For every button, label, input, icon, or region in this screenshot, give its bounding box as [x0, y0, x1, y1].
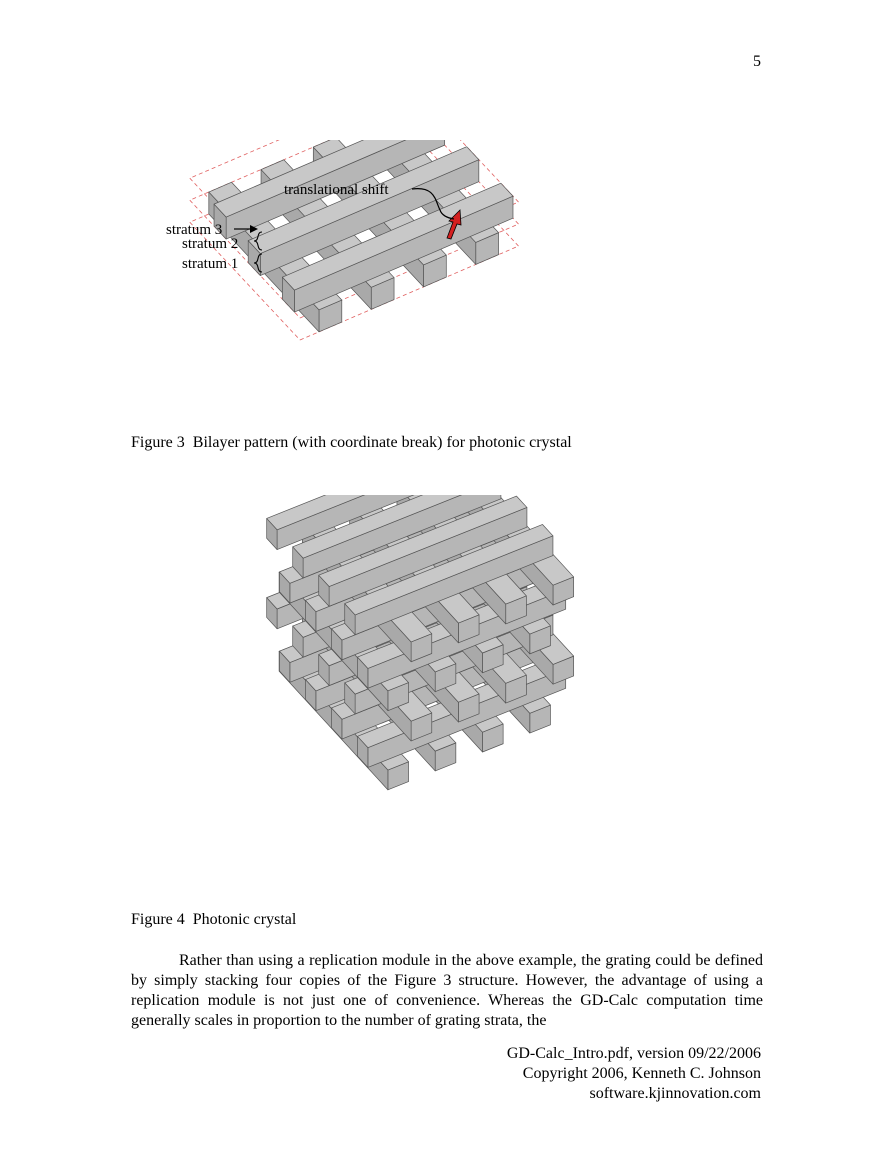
label-stratum-2: stratum 2	[182, 236, 239, 252]
figure-4-photonic-crystal	[260, 495, 640, 840]
label-stratum-1: stratum 1	[182, 256, 239, 272]
body-paragraph: Rather than using a replication module in the above example, the grating could be defined by simply stacking four copies of the Figure 3 structure. However, the advantage of using a replication module is not just one of convenience. Whereas the GD-Calc computation time generally scales in proportion to the number of grating strata, the	[131, 952, 763, 1029]
body-text	[131, 951, 763, 1031]
page-footer	[507, 1044, 761, 1104]
page-number: 5	[753, 53, 761, 70]
figure-3-bilayer-diagram	[150, 140, 650, 390]
footer-line-2: Copyright 2006, Kenneth C. Johnson	[522, 1065, 761, 1082]
label-stratum-3: stratum 3	[166, 222, 223, 238]
footer-line-1: GD-Calc_Intro.pdf, version 09/22/2006	[506, 1045, 761, 1062]
figure-3-caption: Figure 3 Bilayer pattern (with coordinate break) for photonic crystal	[131, 434, 572, 451]
bilayer-bars	[209, 140, 513, 332]
footer-line-3: software.kjinnovation.com	[589, 1085, 761, 1102]
figure-4-caption: Figure 4 Photonic crystal	[131, 911, 297, 928]
label-translational-shift: translational shift	[284, 182, 389, 198]
photonic-crystal-bars	[267, 495, 574, 790]
